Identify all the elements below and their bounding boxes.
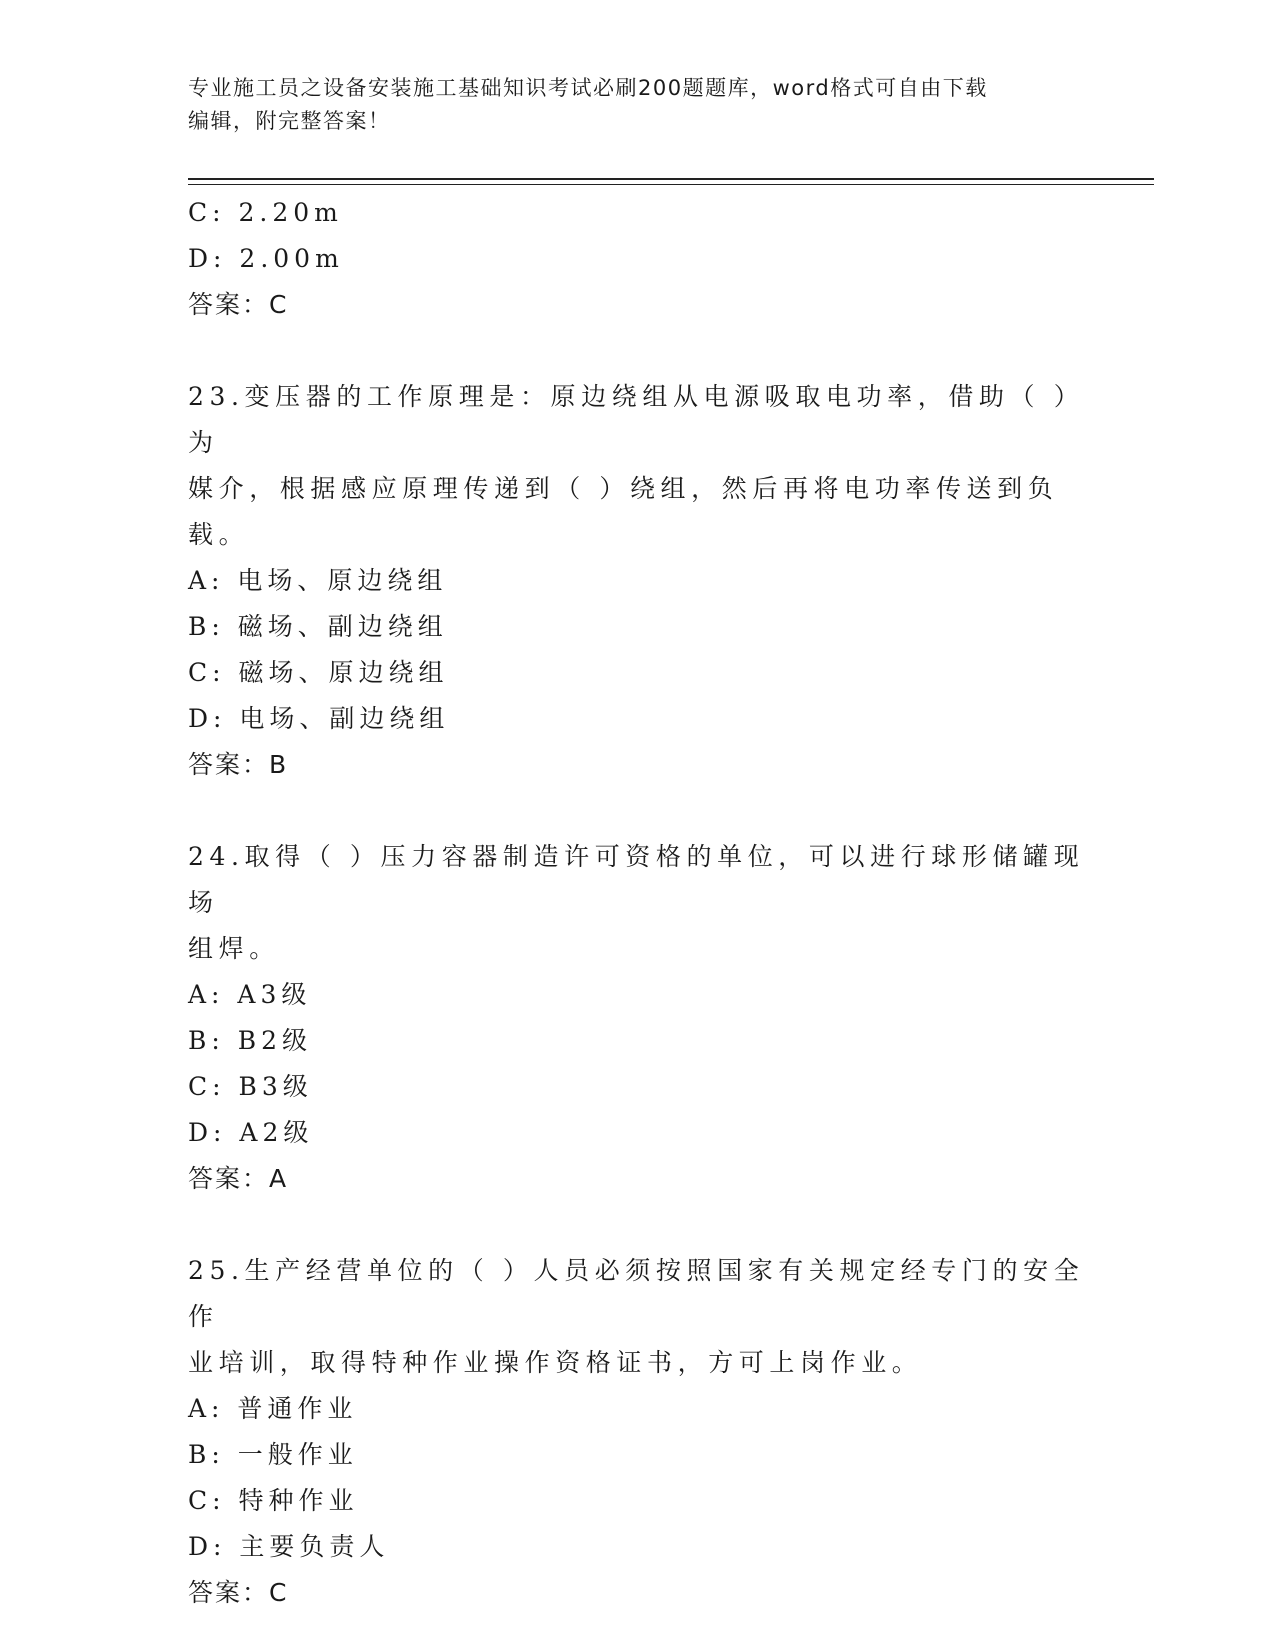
question-stem-line: 24.取得（ ）压力容器制造许可资格的单位，可以进行球形储罐现场	[188, 842, 1085, 917]
option-b: B: 磁场、副边绕组	[188, 612, 448, 641]
prev-question-tail	[188, 190, 1088, 328]
question-stem-line: 媒介，根据感应原理传递到（ ）绕组，然后再将电功率传送到负载。	[188, 474, 1059, 549]
question-23	[188, 374, 1088, 788]
header-line-2: 编辑，附完整答案！	[188, 109, 391, 133]
question-stem-line: 23.变压器的工作原理是：原边绕组从电源吸取电功率，借助（ ）为	[188, 382, 1085, 457]
question-stem-line: 25.生产经营单位的（ ）人员必须按照国家有关规定经专门的安全作	[188, 1256, 1085, 1331]
answer: 答案：C	[188, 1578, 289, 1607]
answer: 答案：C	[188, 290, 289, 319]
option-c: C: 2.20m	[188, 198, 343, 227]
option-a: A: A3级	[188, 980, 312, 1009]
option-d: D: 2.00m	[188, 244, 344, 273]
option-b: B: B2级	[188, 1026, 313, 1055]
option-a: A: 电场、原边绕组	[188, 566, 448, 595]
header-divider	[188, 178, 1154, 185]
document-body	[188, 190, 1088, 1616]
header-line-1: 专业施工员之设备安装施工基础知识考试必刷200题题库，word格式可自由下载	[188, 76, 988, 100]
option-d: D: 主要负责人	[188, 1532, 390, 1561]
option-a: A: 普通作业	[188, 1394, 358, 1423]
option-c: C: B3级	[188, 1072, 313, 1101]
option-c: C: 磁场、原边绕组	[188, 658, 449, 687]
answer: 答案：B	[188, 750, 289, 779]
question-stem-line: 组焊。	[188, 934, 280, 963]
answer: 答案：A	[188, 1164, 289, 1193]
option-c: C: 特种作业	[188, 1486, 359, 1515]
question-stem-line: 业培训，取得特种作业操作资格证书，方可上岗作业。	[188, 1348, 923, 1377]
option-b: B: 一般作业	[188, 1440, 358, 1469]
question-25	[188, 1248, 1088, 1616]
page-header	[188, 72, 1068, 138]
question-24	[188, 834, 1088, 1202]
option-d: D: 电场、副边绕组	[188, 704, 450, 733]
option-d: D: A2级	[188, 1118, 314, 1147]
